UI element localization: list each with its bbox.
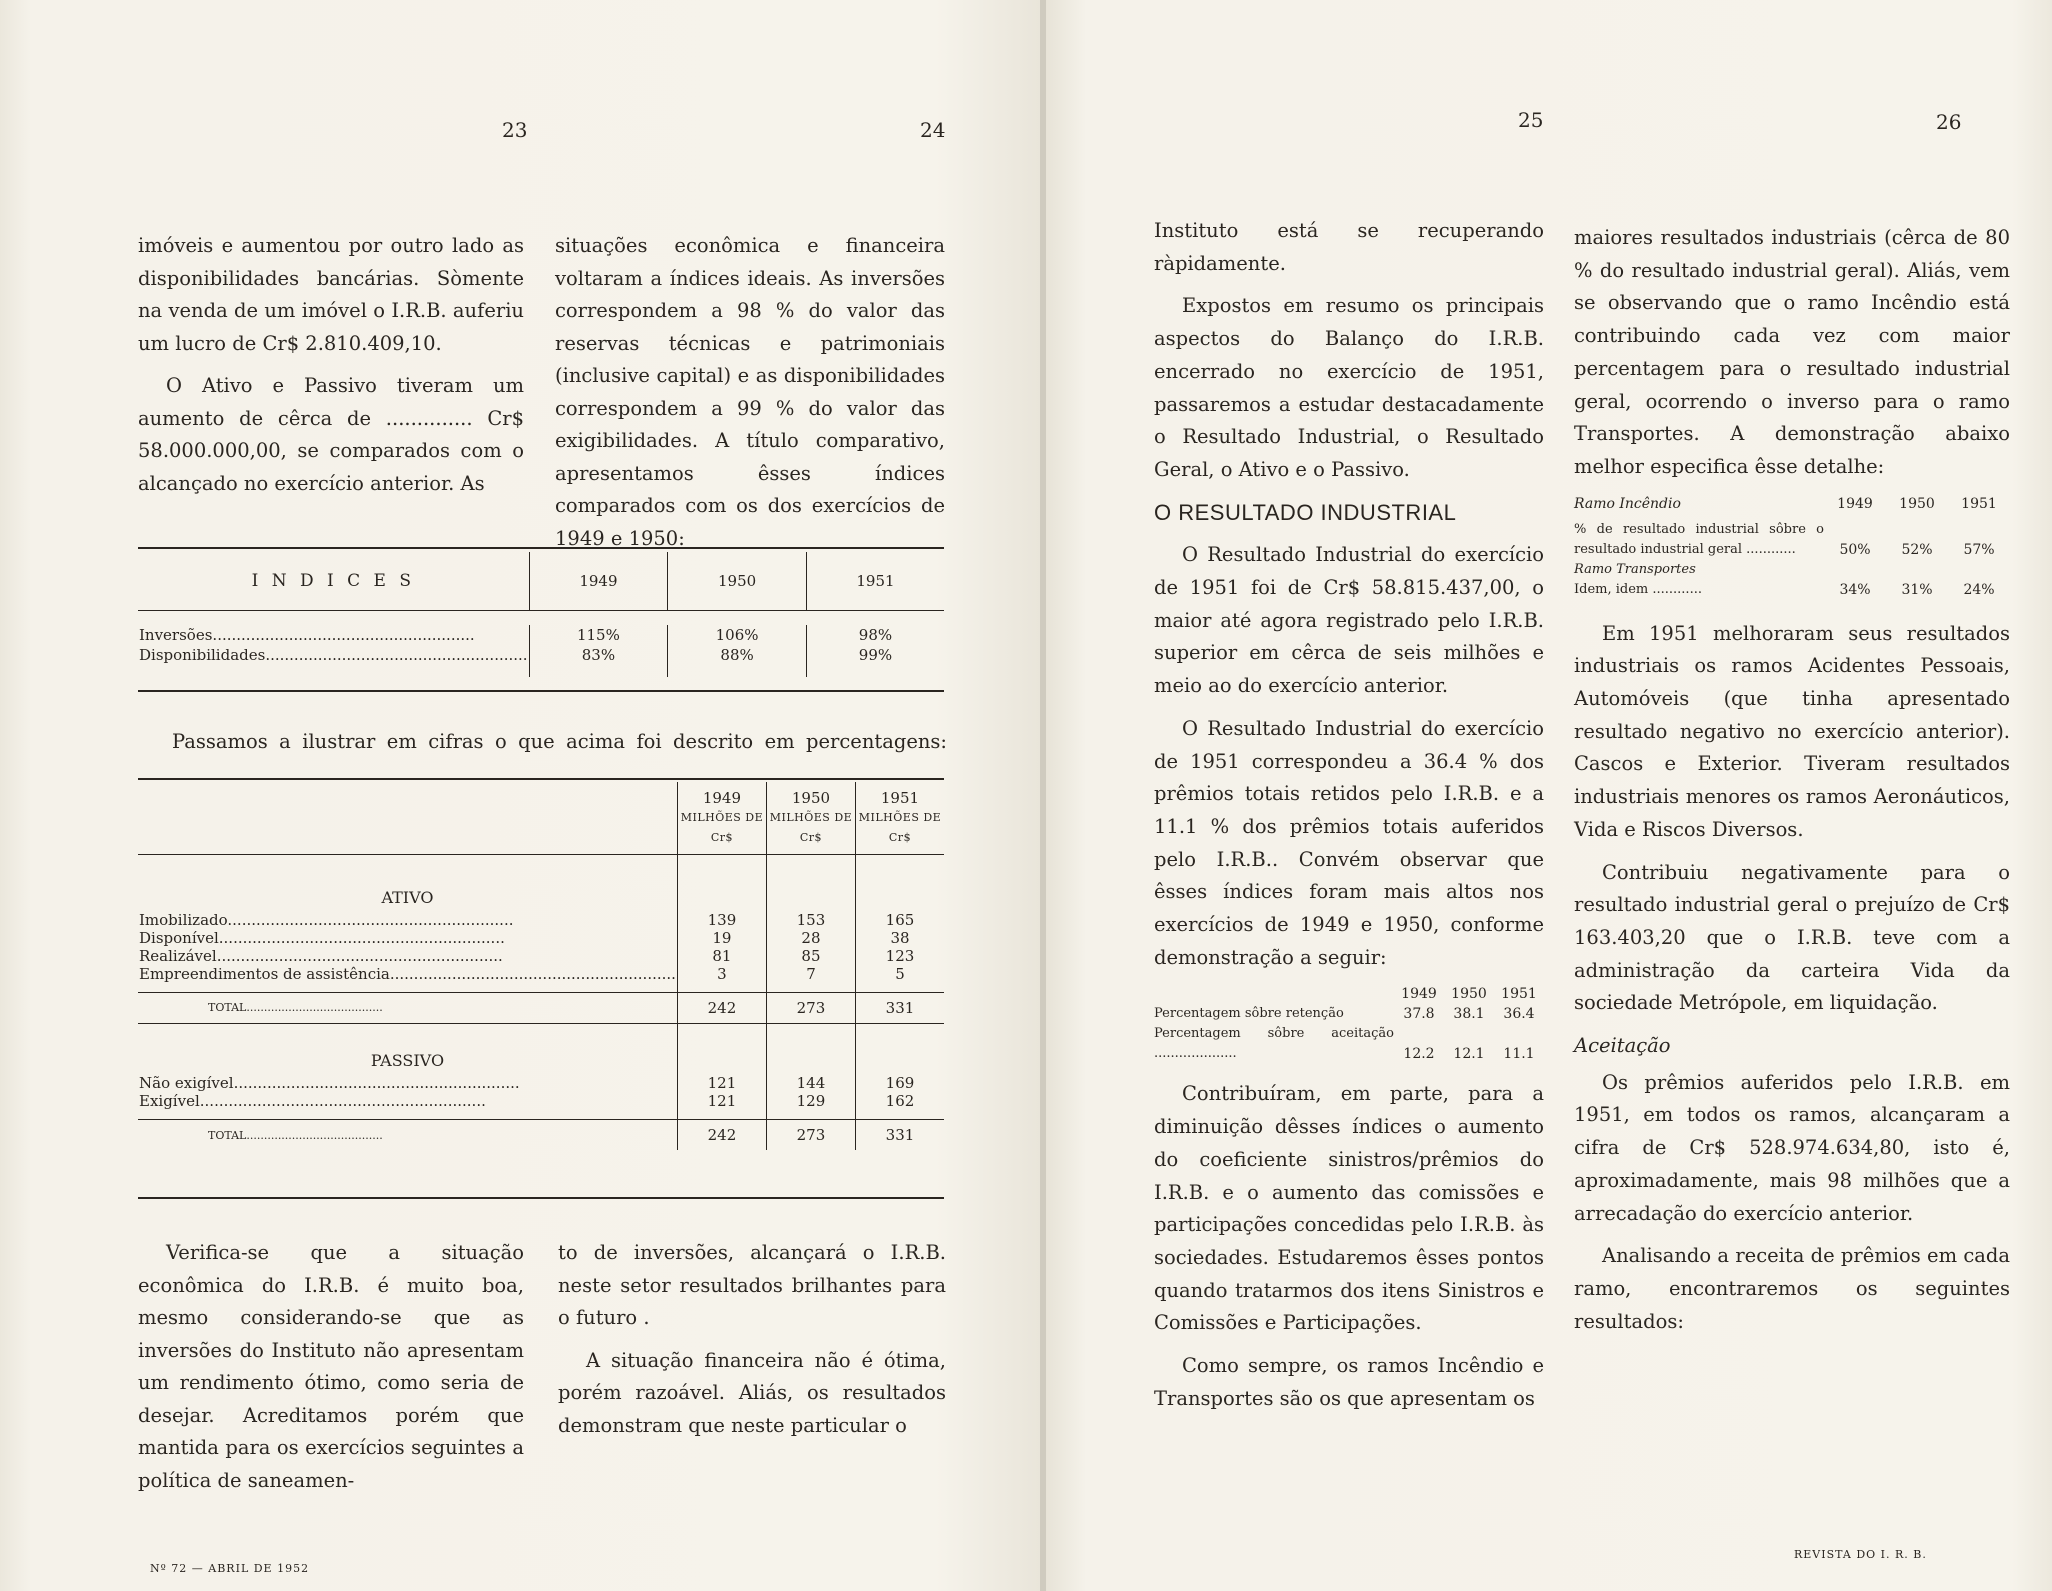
row-value: 153 xyxy=(766,911,855,929)
row-value: 19 xyxy=(677,929,766,947)
table-row: Inversões....................................................... 115% 106% 98% xyxy=(138,625,944,645)
cifras-table-top-rule xyxy=(138,778,944,780)
aceitacao-heading: Aceitação xyxy=(1574,1034,1671,1058)
row-label: Disponível xyxy=(139,928,219,947)
ramo-transportes-label: Ramo Transportes xyxy=(1574,561,1696,577)
total-value: 273 xyxy=(766,993,855,1023)
ramo-value: 50% xyxy=(1839,541,1871,558)
total-label: TOTAL xyxy=(208,1128,247,1142)
indices-year-1949: 1949 xyxy=(529,552,668,610)
percent-year: 1949 xyxy=(1401,986,1437,1003)
total-value: 242 xyxy=(677,993,766,1023)
left-column-2-top xyxy=(555,230,945,565)
paragraph: Como sempre, os ramos Incêndio e Transportes são os que apresentam os xyxy=(1154,1354,1544,1410)
ramo-value: 24% xyxy=(1963,581,1995,598)
ramo-value: 31% xyxy=(1901,581,1933,598)
indices-value: 99% xyxy=(858,645,893,664)
paragraph: maiores resultados industriais (cêrca de 80 % do resultado industrial geral). Aliás, vem se observando que o ramo Incêndio está contribuindo cada vez com maior percentagem para o resultado industrial geral, ocorrendo o inverso para o ramo Transportes. A demonstração abaixo melhor especifica êsse detalhe: xyxy=(1574,226,2010,478)
ramo-row2-label: Idem, idem ............ xyxy=(1574,581,1702,597)
row-value: 139 xyxy=(677,911,766,929)
cifras-year-1951: 1951 xyxy=(880,788,920,807)
cifras-unit: MILHÕES DE Cr$ xyxy=(858,810,942,844)
row-value: 5 xyxy=(895,964,905,983)
indices-value: 98% xyxy=(858,625,893,644)
left-footer: Nº 72 — ABRIL DE 1952 xyxy=(150,1562,310,1575)
indices-value: 83% xyxy=(529,645,668,665)
indices-value: 115% xyxy=(529,625,668,645)
row-value: 81 xyxy=(677,947,766,965)
total-label: TOTAL xyxy=(208,1001,247,1015)
right-column-2 xyxy=(1574,222,2010,1348)
table-row xyxy=(1574,580,2010,600)
ramo-value: 57% xyxy=(1963,541,1995,558)
row-value: 121 xyxy=(677,1092,766,1110)
right-column-1 xyxy=(1154,215,1544,1426)
left-column-2-bottom xyxy=(558,1237,946,1452)
paragraph: O Resultado Industrial do exercício de 1951 correspondeu a 36.4 % dos prêmios totais retidos pelo I.R.B. e a 11.1 % dos prêmios totais auferidos pelo I.R.B.. Convém observar que êsses índices foram mais altos nos exercícios de 1949 e 1950, conforme demonstração a seguir: xyxy=(1154,716,1544,969)
paragraph: Contribuiu negativamente para o resultado industrial geral o prejuízo de Cr$ 163.403,20 que o I.R.B. teve com a administração da carteira Vida da sociedade Metrópole, em liquidação. xyxy=(1574,860,2010,1015)
paragraph: situações econômica e financeira voltaram a índices ideais. As inversões correspondem a 98 % do valor das reservas técnicas e patrimoniais (inclusive capital) e as disponibilidades correspondem a 99 % do valor das exigibilidades. A título comparativo, apresentamos êsses índices comparados com os dos exercícios de 1949 e 1950: xyxy=(555,234,945,550)
row-value: 123 xyxy=(885,946,915,965)
row-value: 169 xyxy=(885,1073,915,1092)
cifras-unit: MILHÕES DE Cr$ xyxy=(680,810,764,844)
ativo-total-row: TOTAL....................................... 242 273 331 xyxy=(138,993,944,1023)
cifras-caption: Passamos a ilustrar em cifras o que acima foi descrito em percentagens: xyxy=(172,730,947,753)
cifras-table-bottom-rule xyxy=(138,1197,944,1199)
paragraph: Analisando a receita de prêmios em cada ramo, encontraremos os seguintes resultados: xyxy=(1574,1244,2010,1333)
paragraph: O Ativo e Passivo tiveram um aumento de cêrca de .............. Cr$ 58.000.000,00, se comparados com o alcançado no exercício anterior. As xyxy=(138,374,524,495)
indices-value: 106% xyxy=(668,625,807,645)
page-number-23: 23 xyxy=(502,118,528,142)
total-value: 273 xyxy=(766,1120,855,1150)
ativo-label: ATIVO xyxy=(138,855,677,911)
indices-table-bottom-rule xyxy=(138,690,944,692)
paragraph: to de inversões, alcançará o I.R.B. neste setor resultados brilhantes para o futuro . xyxy=(558,1241,946,1329)
row-label: Exigível xyxy=(139,1091,200,1110)
indices-table-top-rule xyxy=(138,547,944,549)
table-row: Não exigível............................................................ 121 144 169 xyxy=(138,1074,944,1092)
paragraph: A situação financeira não é ótima, porém razoável. Aliás, os resultados demonstram que neste particular o xyxy=(558,1348,946,1437)
row-value: 162 xyxy=(885,1091,915,1110)
paragraph: O Resultado Industrial do exercício de 1951 foi de Cr$ 58.815.437,00, o maior até agora registrado pelo I.R.B. superior em cêrca de seis milhões e meio ao do exercício anterior. xyxy=(1154,543,1544,698)
percent-value: 12.1 xyxy=(1453,1046,1485,1063)
cifras-year-1950: 1950 xyxy=(791,788,831,807)
table-row: Imobilizado............................................................ 139 153 165 xyxy=(138,911,944,929)
row-label: Imobilizado xyxy=(139,910,228,929)
row-value: 129 xyxy=(766,1092,855,1110)
percent-value: 12.2 xyxy=(1403,1046,1435,1063)
row-value: 121 xyxy=(677,1074,766,1092)
paragraph: Expostos em resumo os principais aspectos do Balanço do I.R.B. encerrado no exercício de 1951, passaremos a estudar destacadamente o Resultado Industrial, o Resultado Geral, o Ativo e o Passivo. xyxy=(1154,294,1544,481)
paragraph: Os prêmios auferidos pelo I.R.B. em 1951, em todos os ramos, alcançaram a cifra de Cr$ 528.974.634,80, isto é, aproximadamente, mais 98 milhões que a arrecadação do exercício anterior. xyxy=(1574,1070,2010,1225)
percent-value: 38.1 xyxy=(1453,1006,1485,1023)
total-value: 331 xyxy=(885,1126,915,1144)
table-row: Empreendimentos de assistência............................................................ 3 7 5 xyxy=(138,965,944,983)
indices-label-disponibilidades: Disponibilidades xyxy=(139,645,266,664)
table-row xyxy=(1154,1004,1544,1024)
row-label: Realizável xyxy=(139,946,217,965)
paragraph: Instituto está se recuperando ràpidamente. xyxy=(1154,219,1544,275)
table-row xyxy=(1574,514,2010,560)
cifras-unit: MILHÕES DE Cr$ xyxy=(769,810,853,844)
table-row xyxy=(1154,1024,1544,1064)
percent-table xyxy=(1154,984,1544,1064)
ramo-table xyxy=(1574,494,2010,600)
paragraph: imóveis e aumentou por outro lado as disponibilidades bancárias. Sòmente na venda de um imóvel o I.R.B. auferiu um lucro de Cr$ 2.810.409,10. xyxy=(138,234,524,355)
percent-value: 36.4 xyxy=(1503,1006,1535,1023)
ramo-row1-label: % de resultado industrial sôbre o resultado industrial geral ............ xyxy=(1574,521,1824,557)
table-row: Disponível............................................................ 19 28 38 xyxy=(138,929,944,947)
row-value: 144 xyxy=(766,1074,855,1092)
ramo-incendio-label: Ramo Incêndio xyxy=(1574,495,1681,512)
percent-label: Percentagem sôbre retenção xyxy=(1154,1006,1344,1022)
passivo-label: PASSIVO xyxy=(138,1024,677,1074)
ramo-year: 1950 xyxy=(1899,495,1935,512)
indices-header: I N D I C E S xyxy=(138,552,529,610)
section-heading: O RESULTADO INDUSTRIAL xyxy=(1154,499,1457,525)
row-value: 28 xyxy=(766,929,855,947)
ramo-year: 1949 xyxy=(1837,495,1873,512)
indices-value: 88% xyxy=(668,645,807,665)
row-value: 38 xyxy=(890,928,910,947)
total-value: 242 xyxy=(677,1120,766,1150)
right-footer: REVISTA DO I. R. B. xyxy=(1794,1548,1927,1561)
cifras-year-1949: 1949 xyxy=(702,788,742,807)
paragraph: Em 1951 melhoraram seus resultados industriais os ramos Acidentes Pessoais, Automóveis (que tinha apresentado resultado negativo no exercício anterior). Cascos e Exterior. Tiveram resultados industriais menores os ramos Aeronáuticos, Vida e Riscos Diversos. xyxy=(1574,621,2010,841)
percent-label: Percentagem sôbre aceitação .................... xyxy=(1154,1026,1394,1062)
indices-year-1950: 1950 xyxy=(668,552,807,610)
indices-table xyxy=(138,552,944,677)
table-row: Disponibilidades....................................................... 83% 88% 99% xyxy=(138,645,944,665)
paragraph: Verifica-se que a situação econômica do I.R.B. é muito boa, mesmo considerando-se que as inversões do Instituto não apresentam um rendimento ótimo, como seria de desejar. Acreditamos porém que mantida para os exercícios seguintes a política de saneamen- xyxy=(138,1241,524,1492)
percent-value: 11.1 xyxy=(1503,1046,1535,1063)
page-number-24: 24 xyxy=(920,118,946,142)
ramo-value: 52% xyxy=(1901,541,1933,558)
total-value: 331 xyxy=(885,998,915,1017)
passivo-total-row: TOTAL....................................... 242 273 331 xyxy=(138,1120,944,1150)
table-row: Realizável............................................................ 81 85 123 xyxy=(138,947,944,965)
row-value: 165 xyxy=(885,910,915,929)
page-number-25: 25 xyxy=(1518,108,1544,132)
table-row: Exigível............................................................ 121 129 162 xyxy=(138,1092,944,1110)
left-column-1-top xyxy=(138,230,524,510)
indices-year-1951: 1951 xyxy=(856,571,895,590)
percent-year: 1950 xyxy=(1451,986,1487,1003)
right-page xyxy=(1046,0,2052,1591)
row-label: Empreendimentos de assistência xyxy=(139,964,390,983)
ramo-year: 1951 xyxy=(1961,495,1997,512)
row-value: 7 xyxy=(766,965,855,983)
paragraph: Contribuíram, em parte, para a diminuição dêsses índices o aumento do coeficiente sinistros/prêmios do I.R.B. e o aumento das comissões e participações concedidas pelo I.R.B. às sociedades. Estudaremos êsses pontos quando tratarmos dos itens Sinistros e Comissões e Participações. xyxy=(1154,1082,1544,1335)
left-column-1-bottom xyxy=(138,1237,524,1507)
ramo-value: 34% xyxy=(1839,581,1871,598)
page-number-26: 26 xyxy=(1936,110,1962,134)
percent-value: 37.8 xyxy=(1403,1006,1435,1023)
indices-label-inversoes: Inversões xyxy=(139,625,213,644)
row-value: 85 xyxy=(766,947,855,965)
percent-year: 1951 xyxy=(1501,986,1537,1003)
row-label: Não exigível xyxy=(139,1073,234,1092)
cifras-table xyxy=(138,782,944,1150)
row-value: 3 xyxy=(677,965,766,983)
